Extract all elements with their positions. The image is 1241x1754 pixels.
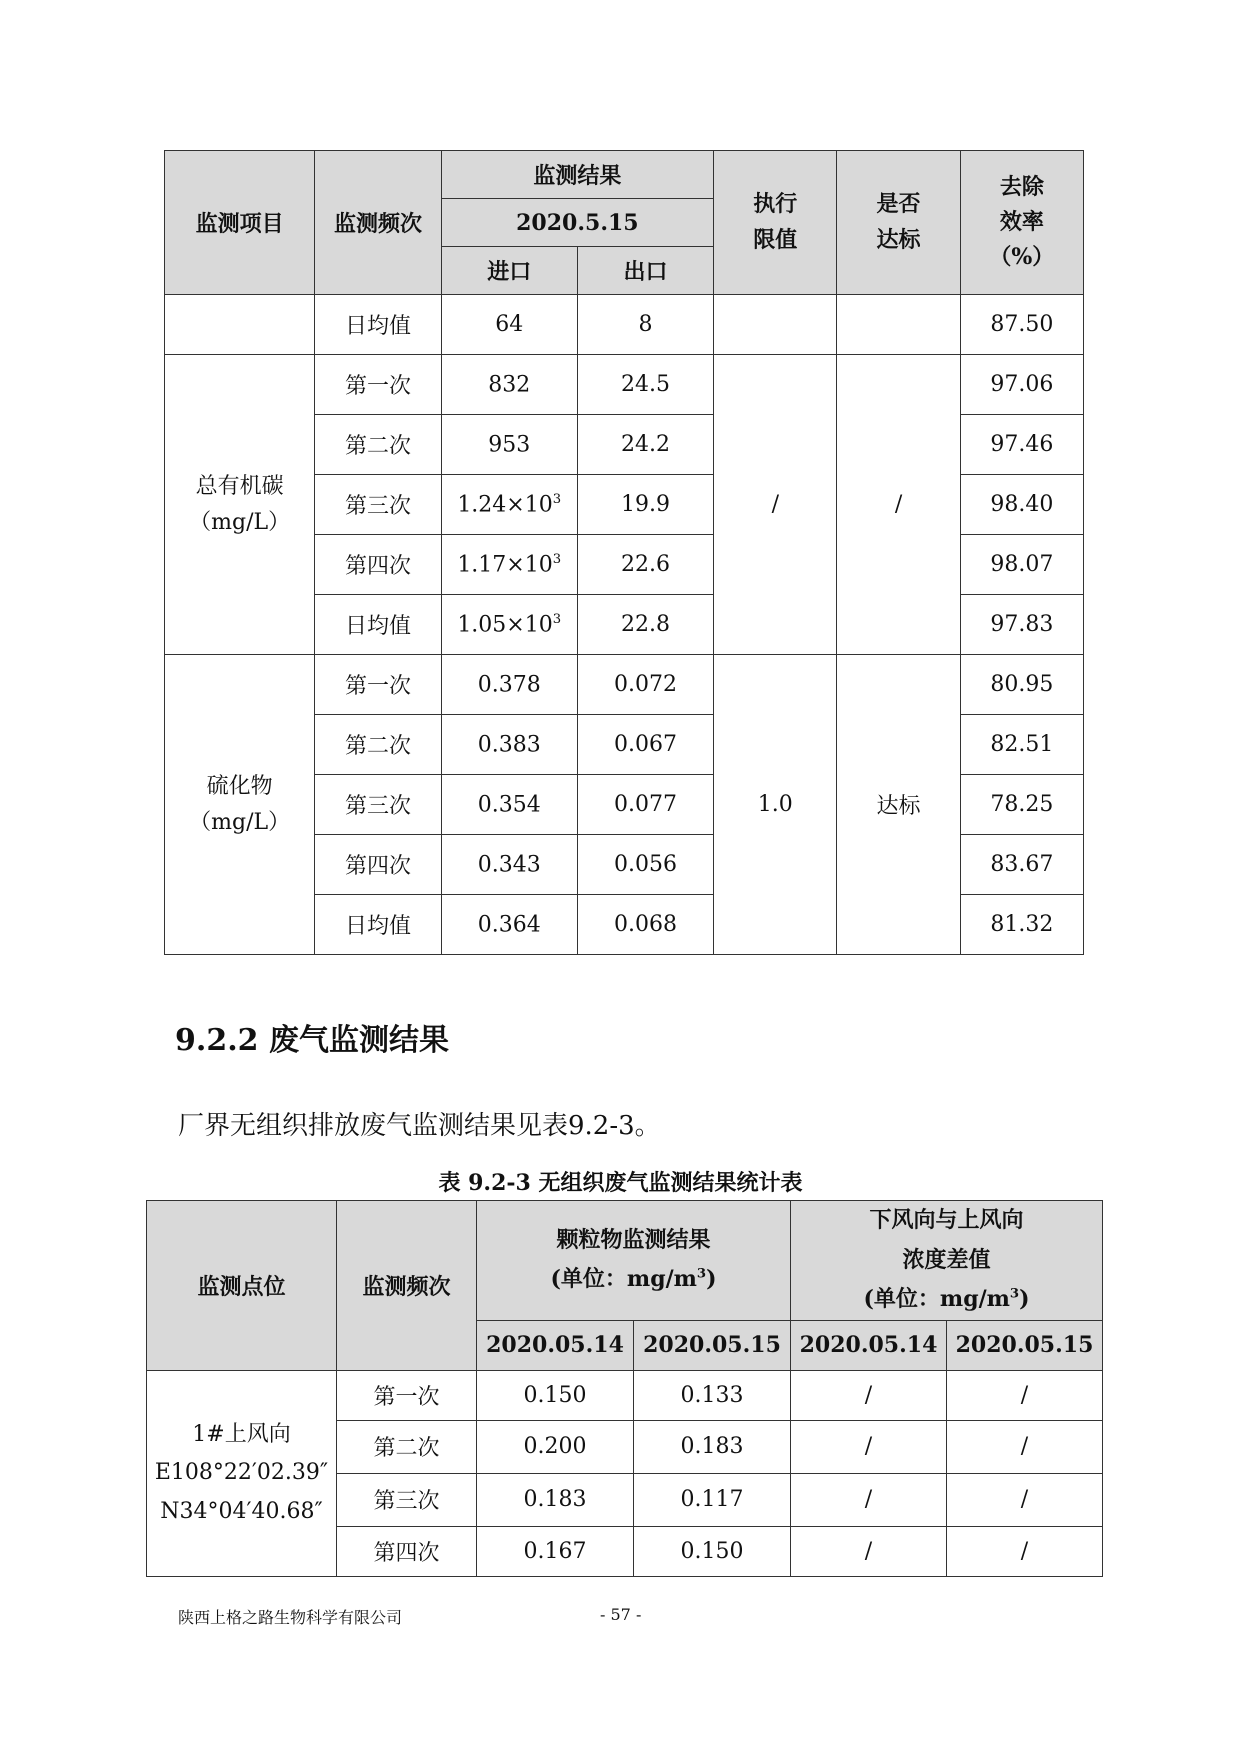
diff-title-2: 浓度差值: [902, 1246, 991, 1273]
removal-cell: 80.95: [960, 655, 1083, 715]
freq-cell: 第四次: [337, 1526, 477, 1576]
pm-unit-sup: 3: [696, 1267, 707, 1283]
outlet-cell: 0.077: [577, 775, 713, 835]
header-pm: [477, 1201, 791, 1321]
outlet-cell: 8: [577, 295, 713, 355]
freq-cell: 第一次: [315, 355, 441, 415]
outlet-cell: 0.072: [577, 655, 713, 715]
inlet-cell: 64: [441, 295, 577, 355]
diff-cell: /: [791, 1370, 947, 1420]
inlet-cell: [441, 835, 577, 895]
inlet-value: 953: [488, 432, 531, 458]
inlet-value: 1.17×10: [457, 552, 553, 578]
header-compliant: 是否 达标: [837, 151, 960, 295]
inlet-value: 1.05×10: [457, 612, 553, 638]
freq-cell: 第二次: [337, 1420, 477, 1473]
header-date: 2020.05.14: [477, 1320, 634, 1370]
table-row: [165, 355, 1084, 415]
item-cell: 硫化物 （mg/L）: [165, 655, 315, 955]
outlet-cell: 0.056: [577, 835, 713, 895]
header-frequency: 监测频次: [337, 1201, 477, 1371]
footer-page-number: - 57 -: [600, 1605, 642, 1624]
inlet-cell: [441, 715, 577, 775]
inlet-value: 832: [488, 372, 531, 398]
outlet-cell: 0.067: [577, 715, 713, 775]
diff-unit-sup: 3: [1009, 1286, 1020, 1302]
freq-cell: 日均值: [315, 895, 441, 955]
freq-cell: 第四次: [315, 535, 441, 595]
outlet-cell: 24.2: [577, 415, 713, 475]
item-cell: [165, 295, 315, 355]
outlet-cell: 22.8: [577, 595, 713, 655]
freq-cell: 第三次: [315, 775, 441, 835]
pm-cell: 0.150: [634, 1526, 791, 1576]
header-result: 监测结果: [441, 151, 714, 199]
outlet-cell: 24.5: [577, 355, 713, 415]
compliant-cell: /: [837, 355, 960, 655]
pm-cell: 0.183: [634, 1420, 791, 1473]
point-cell: 1#上风向 E108°22′02.39″ N34°04′40.68″: [147, 1370, 337, 1576]
header-limit: 执行 限值: [714, 151, 837, 295]
pm-cell: 0.150: [477, 1370, 634, 1420]
freq-cell: 第三次: [337, 1473, 477, 1526]
table-row: [165, 295, 1084, 355]
freq-cell: 第二次: [315, 715, 441, 775]
outlet-cell: 19.9: [577, 475, 713, 535]
pm-cell: 0.167: [477, 1526, 634, 1576]
gas-monitoring-table: [146, 1200, 1103, 1577]
inlet-value: 0.378: [477, 672, 541, 698]
freq-cell: 日均值: [315, 295, 441, 355]
inlet-value: 0.343: [477, 852, 541, 878]
header-point: 监测点位: [147, 1201, 337, 1371]
inlet-value: 0.383: [477, 732, 541, 758]
water-monitoring-table: [164, 150, 1084, 955]
pm-unit-end: ): [706, 1266, 717, 1293]
inlet-cell: [441, 475, 577, 535]
inlet-cell: [441, 415, 577, 475]
removal-cell: 81.32: [960, 895, 1083, 955]
header-frequency: 监测频次: [315, 151, 441, 295]
inlet-cell: [441, 775, 577, 835]
pm-title: 颗粒物监测结果: [556, 1226, 711, 1253]
removal-cell: 97.06: [960, 355, 1083, 415]
limit-cell: [714, 295, 837, 355]
pm-cell: 0.200: [477, 1420, 634, 1473]
freq-cell: 第一次: [337, 1370, 477, 1420]
inlet-exponent: 3: [552, 551, 562, 567]
table-caption: 表 9.2-3 无组织废气监测结果统计表: [438, 1170, 803, 1196]
inlet-cell: [441, 595, 577, 655]
outlet-cell: 22.6: [577, 535, 713, 595]
header-inlet: 进口: [441, 247, 577, 295]
diff-cell: /: [947, 1526, 1103, 1576]
removal-cell: 82.51: [960, 715, 1083, 775]
diff-cell: /: [947, 1370, 1103, 1420]
removal-cell: 98.40: [960, 475, 1083, 535]
section-title: 9.2.2 废气监测结果: [175, 1023, 449, 1058]
freq-cell: 第一次: [315, 655, 441, 715]
header-date: 2020.05.14: [791, 1320, 947, 1370]
removal-cell: 83.67: [960, 835, 1083, 895]
removal-cell: 98.07: [960, 535, 1083, 595]
inlet-value: 0.364: [477, 912, 541, 938]
diff-cell: /: [791, 1526, 947, 1576]
header-item: 监测项目: [165, 151, 315, 295]
footer-company: 陕西上格之路生物科学有限公司: [178, 1608, 403, 1627]
diff-cell: /: [947, 1420, 1103, 1473]
freq-cell: 第三次: [315, 475, 441, 535]
inlet-cell: [441, 655, 577, 715]
freq-cell: 第二次: [315, 415, 441, 475]
diff-cell: /: [947, 1473, 1103, 1526]
freq-cell: 日均值: [315, 595, 441, 655]
diff-cell: /: [791, 1473, 947, 1526]
inlet-value: 0.354: [477, 792, 541, 818]
inlet-value: 1.24×10: [457, 492, 553, 518]
diff-unit-end: ): [1019, 1286, 1030, 1313]
header-removal: 去除 效率 （%）: [960, 151, 1083, 295]
body-paragraph: 厂界无组织排放废气监测结果见表9.2-3。: [178, 1111, 661, 1141]
limit-cell: 1.0: [714, 655, 837, 955]
removal-cell: 97.46: [960, 415, 1083, 475]
header-diff: [791, 1201, 1103, 1321]
table-row: [165, 655, 1084, 715]
diff-unit: (单位：mg/m: [863, 1286, 1010, 1313]
table-row: [147, 1370, 1103, 1420]
freq-cell: 第四次: [315, 835, 441, 895]
header-date: 2020.05.15: [634, 1320, 791, 1370]
removal-cell: 87.50: [960, 295, 1083, 355]
removal-cell: 97.83: [960, 595, 1083, 655]
inlet-exponent: 3: [552, 491, 562, 507]
inlet-cell: [441, 895, 577, 955]
compliant-cell: [837, 295, 960, 355]
header-date: 2020.05.15: [947, 1320, 1103, 1370]
inlet-cell: [441, 355, 577, 415]
inlet-cell: [441, 535, 577, 595]
inlet-exponent: 3: [552, 611, 562, 627]
limit-cell: /: [714, 355, 837, 655]
pm-cell: 0.133: [634, 1370, 791, 1420]
header-outlet: 出口: [577, 247, 713, 295]
removal-cell: 78.25: [960, 775, 1083, 835]
diff-cell: /: [791, 1420, 947, 1473]
pm-cell: 0.117: [634, 1473, 791, 1526]
outlet-cell: 0.068: [577, 895, 713, 955]
diff-title-1: 下风向与上风向: [869, 1207, 1024, 1233]
compliant-cell: 达标: [837, 655, 960, 955]
pm-cell: 0.183: [477, 1473, 634, 1526]
item-cell: 总有机碳 （mg/L）: [165, 355, 315, 655]
pm-unit: (单位：mg/m: [550, 1266, 697, 1293]
header-date: 2020.5.15: [441, 199, 714, 247]
